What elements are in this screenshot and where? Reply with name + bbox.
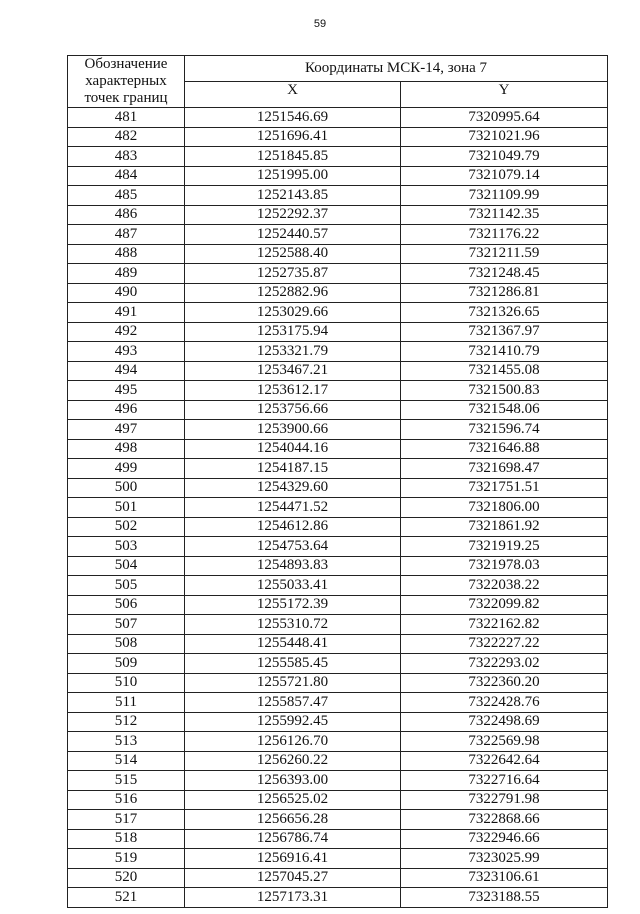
x-coordinate-cell: 1257173.31 (185, 888, 401, 908)
table-body (68, 108, 608, 908)
x-coordinate-cell: 1252292.37 (185, 205, 401, 225)
table-row (68, 283, 608, 303)
x-coordinate-cell: 1256525.02 (185, 790, 401, 810)
table-row (68, 127, 608, 147)
point-id-cell: 518 (68, 829, 185, 849)
point-id-cell: 515 (68, 771, 185, 791)
point-id-cell: 508 (68, 634, 185, 654)
table-row (68, 186, 608, 206)
y-coordinate-cell: 7321248.45 (401, 264, 608, 284)
y-coordinate-cell: 7321049.79 (401, 147, 608, 167)
point-id-cell: 498 (68, 439, 185, 459)
table-header (68, 56, 608, 108)
y-coordinate-cell: 7323025.99 (401, 849, 608, 869)
x-coordinate-cell: 1255310.72 (185, 615, 401, 635)
x-coordinate-cell: 1252735.87 (185, 264, 401, 284)
y-coordinate-cell: 7322099.82 (401, 595, 608, 615)
page-number: 59 (313, 18, 327, 30)
table-row (68, 615, 608, 635)
y-coordinate-cell: 7321211.59 (401, 244, 608, 264)
point-id-cell: 489 (68, 264, 185, 284)
y-coordinate-cell: 7322162.82 (401, 615, 608, 635)
point-id-cell: 520 (68, 868, 185, 888)
point-id-cell: 512 (68, 712, 185, 732)
x-coordinate-cell: 1253029.66 (185, 303, 401, 323)
table-row (68, 166, 608, 186)
point-id-cell: 492 (68, 322, 185, 342)
x-coordinate-cell: 1254893.83 (185, 556, 401, 576)
x-coordinate-cell: 1255585.45 (185, 654, 401, 674)
table-row (68, 439, 608, 459)
y-coordinate-cell: 7321861.92 (401, 517, 608, 537)
point-id-cell: 493 (68, 342, 185, 362)
point-id-cell: 481 (68, 108, 185, 128)
point-id-cell: 483 (68, 147, 185, 167)
x-coordinate-cell: 1253756.66 (185, 400, 401, 420)
table-row (68, 361, 608, 381)
x-coordinate-cell: 1252882.96 (185, 283, 401, 303)
point-id-cell: 507 (68, 615, 185, 635)
point-id-cell: 506 (68, 595, 185, 615)
point-id-cell: 490 (68, 283, 185, 303)
point-id-cell: 495 (68, 381, 185, 401)
point-id-cell: 516 (68, 790, 185, 810)
x-coordinate-cell: 1253175.94 (185, 322, 401, 342)
table-row (68, 829, 608, 849)
y-coordinate-cell: 7321109.99 (401, 186, 608, 206)
table-row (68, 790, 608, 810)
y-coordinate-cell: 7322293.02 (401, 654, 608, 674)
table-row (68, 634, 608, 654)
x-coordinate-cell: 1251546.69 (185, 108, 401, 128)
x-coordinate-cell: 1255992.45 (185, 712, 401, 732)
y-coordinate-cell: 7322569.98 (401, 732, 608, 752)
x-coordinate-cell: 1256260.22 (185, 751, 401, 771)
point-id-cell: 511 (68, 693, 185, 713)
y-coordinate-cell: 7321021.96 (401, 127, 608, 147)
y-coordinate-cell: 7322498.69 (401, 712, 608, 732)
point-id-cell: 501 (68, 498, 185, 518)
y-coordinate-cell: 7322791.98 (401, 790, 608, 810)
point-id-cell: 494 (68, 361, 185, 381)
x-coordinate-cell: 1254471.52 (185, 498, 401, 518)
point-id-cell: 500 (68, 478, 185, 498)
x-coordinate-cell: 1252440.57 (185, 225, 401, 245)
point-id-cell: 485 (68, 186, 185, 206)
x-coordinate-cell: 1254329.60 (185, 478, 401, 498)
y-coordinate-cell: 7321596.74 (401, 420, 608, 440)
x-coordinate-cell: 1253467.21 (185, 361, 401, 381)
y-coordinate-cell: 7321978.03 (401, 556, 608, 576)
x-coordinate-cell: 1256126.70 (185, 732, 401, 752)
table-row (68, 498, 608, 518)
y-coordinate-cell: 7321751.51 (401, 478, 608, 498)
x-coordinate-cell: 1254187.15 (185, 459, 401, 479)
y-coordinate-cell: 7322946.66 (401, 829, 608, 849)
table-row (68, 576, 608, 596)
table-row (68, 205, 608, 225)
table-row (68, 732, 608, 752)
x-coordinate-cell: 1253321.79 (185, 342, 401, 362)
table-row (68, 751, 608, 771)
y-coordinate-cell: 7321646.88 (401, 439, 608, 459)
point-id-cell: 521 (68, 888, 185, 908)
x-coordinate-cell: 1251995.00 (185, 166, 401, 186)
table-row (68, 322, 608, 342)
y-coordinate-cell: 7321079.14 (401, 166, 608, 186)
y-coordinate-cell: 7321326.65 (401, 303, 608, 323)
point-id-cell: 509 (68, 654, 185, 674)
table-row (68, 810, 608, 830)
table-row (68, 420, 608, 440)
x-coordinate-cell: 1253612.17 (185, 381, 401, 401)
table-row (68, 381, 608, 401)
y-coordinate-cell: 7321919.25 (401, 537, 608, 557)
y-coordinate-cell: 7321367.97 (401, 322, 608, 342)
y-coordinate-cell: 7321500.83 (401, 381, 608, 401)
table-row (68, 556, 608, 576)
point-id-cell: 513 (68, 732, 185, 752)
y-coordinate-cell: 7321548.06 (401, 400, 608, 420)
point-id-cell: 491 (68, 303, 185, 323)
point-id-cell: 502 (68, 517, 185, 537)
x-coordinate-cell: 1255448.41 (185, 634, 401, 654)
designation-header-line-3: точек границ (84, 90, 168, 106)
x-coordinate-cell: 1256916.41 (185, 849, 401, 869)
y-coordinate-cell: 7323106.61 (401, 868, 608, 888)
y-coordinate-cell: 7321806.00 (401, 498, 608, 518)
x-coordinate-cell: 1256656.28 (185, 810, 401, 830)
table-row (68, 400, 608, 420)
x-coordinate-cell: 1254612.86 (185, 517, 401, 537)
x-coordinate-cell: 1251845.85 (185, 147, 401, 167)
designation-header-line-2: характерных (85, 73, 167, 89)
y-coordinate-cell: 7322428.76 (401, 693, 608, 713)
y-coordinate-cell: 7322360.20 (401, 673, 608, 693)
point-id-cell: 487 (68, 225, 185, 245)
y-coordinate-cell: 7322227.22 (401, 634, 608, 654)
coordinates-group-header: Координаты МСК-14, зона 7 (185, 56, 608, 82)
table-row (68, 147, 608, 167)
point-id-cell: 503 (68, 537, 185, 557)
x-coordinate-cell: 1255857.47 (185, 693, 401, 713)
table-row (68, 225, 608, 245)
table-row (68, 712, 608, 732)
y-coordinate-cell: 7322868.66 (401, 810, 608, 830)
y-coordinate-cell: 7321286.81 (401, 283, 608, 303)
point-id-cell: 499 (68, 459, 185, 479)
table-row (68, 244, 608, 264)
point-id-cell: 484 (68, 166, 185, 186)
x-coordinate-cell: 1256786.74 (185, 829, 401, 849)
table-row (68, 849, 608, 869)
table-row (68, 459, 608, 479)
x-coordinate-cell: 1255033.41 (185, 576, 401, 596)
point-id-cell: 482 (68, 127, 185, 147)
designation-header (68, 56, 185, 108)
x-column-header: X (185, 82, 401, 108)
x-coordinate-cell: 1255172.39 (185, 595, 401, 615)
y-coordinate-cell: 7321176.22 (401, 225, 608, 245)
point-id-cell: 514 (68, 751, 185, 771)
y-coordinate-cell: 7322642.64 (401, 751, 608, 771)
table-row (68, 595, 608, 615)
table-row (68, 303, 608, 323)
designation-header-line-1: Обозначение (84, 56, 168, 72)
table-row (68, 264, 608, 284)
y-coordinate-cell: 7321142.35 (401, 205, 608, 225)
table-row (68, 693, 608, 713)
x-coordinate-cell: 1256393.00 (185, 771, 401, 791)
y-coordinate-cell: 7321455.08 (401, 361, 608, 381)
x-coordinate-cell: 1253900.66 (185, 420, 401, 440)
point-id-cell: 504 (68, 556, 185, 576)
table-row (68, 771, 608, 791)
y-coordinate-cell: 7322038.22 (401, 576, 608, 596)
table-row (68, 478, 608, 498)
point-id-cell: 510 (68, 673, 185, 693)
point-id-cell: 517 (68, 810, 185, 830)
point-id-cell: 519 (68, 849, 185, 869)
y-coordinate-cell: 7321410.79 (401, 342, 608, 362)
x-coordinate-cell: 1252143.85 (185, 186, 401, 206)
table-row (68, 654, 608, 674)
y-coordinate-cell: 7320995.64 (401, 108, 608, 128)
x-coordinate-cell: 1252588.40 (185, 244, 401, 264)
table-row (68, 673, 608, 693)
coordinates-table (67, 55, 608, 908)
table-row (68, 108, 608, 128)
y-coordinate-cell: 7322716.64 (401, 771, 608, 791)
table-row (68, 888, 608, 908)
point-id-cell: 505 (68, 576, 185, 596)
y-column-header: Y (401, 82, 608, 108)
x-coordinate-cell: 1255721.80 (185, 673, 401, 693)
table-row (68, 342, 608, 362)
x-coordinate-cell: 1254044.16 (185, 439, 401, 459)
table-row (68, 517, 608, 537)
point-id-cell: 496 (68, 400, 185, 420)
y-coordinate-cell: 7321698.47 (401, 459, 608, 479)
point-id-cell: 497 (68, 420, 185, 440)
y-coordinate-cell: 7323188.55 (401, 888, 608, 908)
x-coordinate-cell: 1251696.41 (185, 127, 401, 147)
point-id-cell: 486 (68, 205, 185, 225)
x-coordinate-cell: 1254753.64 (185, 537, 401, 557)
table-row (68, 868, 608, 888)
x-coordinate-cell: 1257045.27 (185, 868, 401, 888)
point-id-cell: 488 (68, 244, 185, 264)
table-row (68, 537, 608, 557)
